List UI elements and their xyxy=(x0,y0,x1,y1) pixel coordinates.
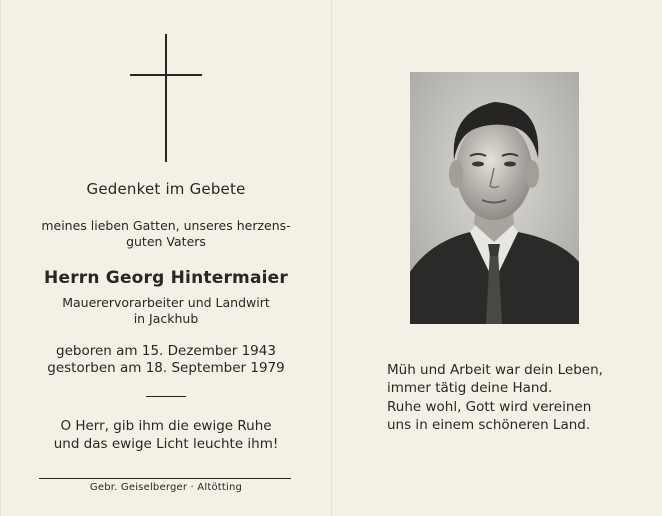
prayer-line-2: und das ewige Licht leuchte ihm! xyxy=(53,436,279,452)
cross-icon-bar xyxy=(130,74,202,76)
birth-date: geboren am 15. Dezember 1943 xyxy=(56,343,276,359)
verse-line: immer tätig deine Hand. xyxy=(387,380,553,396)
printer-credit: Gebr. Geiselberger · Altötting xyxy=(89,482,243,493)
prayer-line-1: O Herr, gib ihm die ewige Ruhe xyxy=(60,418,272,434)
right-panel xyxy=(332,0,662,516)
portrait-photo xyxy=(410,72,579,324)
heading: Gedenket im Gebete xyxy=(86,180,246,198)
occupation: Mauerervorarbeiter und Landwirt xyxy=(62,295,270,310)
place: in Jackhub xyxy=(133,311,199,326)
verse-line: Müh und Arbeit war dein Leben, xyxy=(387,362,603,378)
dedication-line-2: guten Vaters xyxy=(126,234,206,249)
verse-line: Ruhe wohl, Gott wird vereinen xyxy=(387,399,592,415)
verse-line: uns in einem schöneren Land. xyxy=(387,417,591,433)
deceased-name: Herrn Georg Hintermaier xyxy=(44,268,288,288)
dedication-line-1: meines lieben Gatten, unseres herzens- xyxy=(41,218,291,233)
left-panel xyxy=(1,0,331,516)
separator xyxy=(146,396,186,397)
footer-rule xyxy=(39,478,291,479)
death-date: gestorben am 18. September 1979 xyxy=(47,360,285,376)
cross-icon xyxy=(165,34,167,162)
